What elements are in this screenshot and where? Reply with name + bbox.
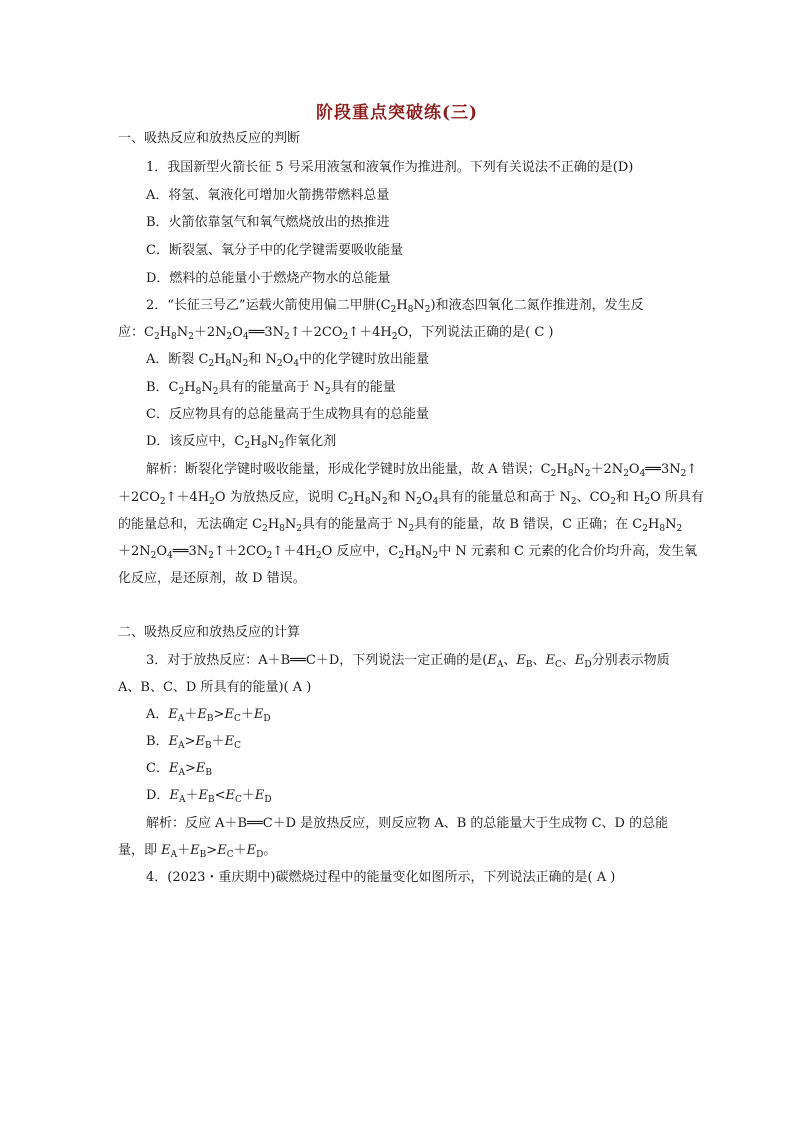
- q3-stem-line2: A、B、C、D 所具有的能量)( A ): [118, 680, 312, 695]
- q2-explanation-line5: 化反应，是还原剂，故 D 错误。: [118, 571, 306, 586]
- q3-explanation-line2: 量，即 $E_A+E_B>E_C+E_D$。: [118, 843, 277, 860]
- q2-option-c: C．反应物具有的总能量高于生成物具有的总能量: [146, 407, 429, 422]
- q1-option-b: B．火箭依靠氢气和氧气燃烧放出的热推进: [146, 215, 390, 230]
- page-title: 阶段重点突破练(三): [315, 103, 479, 123]
- q3-option-d: D．$E_A+E_B<E_C+E_D$: [146, 788, 272, 805]
- section1-heading: 一、吸热反应和放热反应的判断: [118, 131, 301, 146]
- q2-option-d: D．该反应中，$C_2H_8N_2$作氧化剂: [146, 434, 337, 451]
- q3-option-c: C．$E_A>E_B$: [146, 761, 212, 778]
- q2-option-b: B．$C_2H_8N_2$具有的能量高于 $N_2$具有的能量: [146, 380, 396, 397]
- q3-option-a: A．$E_A+E_B>E_C+E_D$: [146, 707, 271, 724]
- q2-explanation-line2: $+2CO_2↑+4H_2O$ 为放热反应，说明 $C_2H_8N_2$和 $N_2O_4$具有的能量总和高于 $N_2$、$CO_2$和 $H_2O$ 所具有: [118, 490, 704, 507]
- section2-heading: 二、吸热反应和放热反应的计算: [118, 625, 301, 640]
- q1-option-a: A．将氢、氧液化可增加火箭携带燃料总量: [146, 188, 390, 203]
- q1-stem: 1．我国新型火箭长征 5 号采用液氢和液氧作为推进剂。下列有关说法不正确的是(D): [146, 160, 634, 175]
- q4-stem: 4．(2023・重庆期中)碳燃烧过程中的能量变化如图所示，下列说法正确的是( A ): [146, 870, 616, 885]
- q1-option-c: C．断裂氢、氧分子中的化学键需要吸收能量: [146, 243, 403, 258]
- q2-explanation-line4: $+2N_2O_4══3N_2↑+2CO_2↑+4H_2O$ 反应中，$C_2H_8N_2$中 N 元素和 C 元素的化合价均升高，发生氧: [118, 544, 698, 561]
- q3-option-b: B．$E_A>E_B+E_C$: [146, 734, 241, 751]
- q3-stem-line1: 3．对于放热反应：A＋B══C＋D，下列说法一定正确的是($E_A$、$E_B$、$E_C$、$E_D$分别表示物质: [146, 653, 670, 670]
- q2-explanation-line3: 的能量总和，无法确定 $C_2H_8N_2$具有的能量高于 $N_2$具有的能量，故 B 错误，C 正确；在 $C_2H_8N_2$: [118, 517, 683, 534]
- q1-option-d: D．燃料的总能量小于燃烧产物水的总能量: [146, 271, 391, 286]
- q2-option-a: A．断裂 $C_2H_8N_2$和 $N_2O_4$中的化学键时放出能量: [146, 352, 430, 369]
- q3-explanation-line1: 解析：反应 A＋B══C＋D 是放热反应，则反应物 A、B 的总能量大于生成物 C、D 的总能: [146, 816, 669, 831]
- q2-stem-line2: 应：$C_2H_8N_2+2N_2O_4══3N_2↑+2CO_2↑+4H_2O$，下列说法正确的是( C ): [118, 325, 554, 342]
- q2-explanation-line1: 解析：断裂化学键时吸收能量，形成化学键时放出能量，故 A 错误；$C_2H_8N_2+2N_2O_4══3N_2↑$: [146, 462, 698, 479]
- q2-stem-line1: 2．“长征三号乙”运载火箭使用偏二甲肼$(C_2H_8N_2)$和液态四氧化二氮作推进剂，发生反: [146, 298, 644, 315]
